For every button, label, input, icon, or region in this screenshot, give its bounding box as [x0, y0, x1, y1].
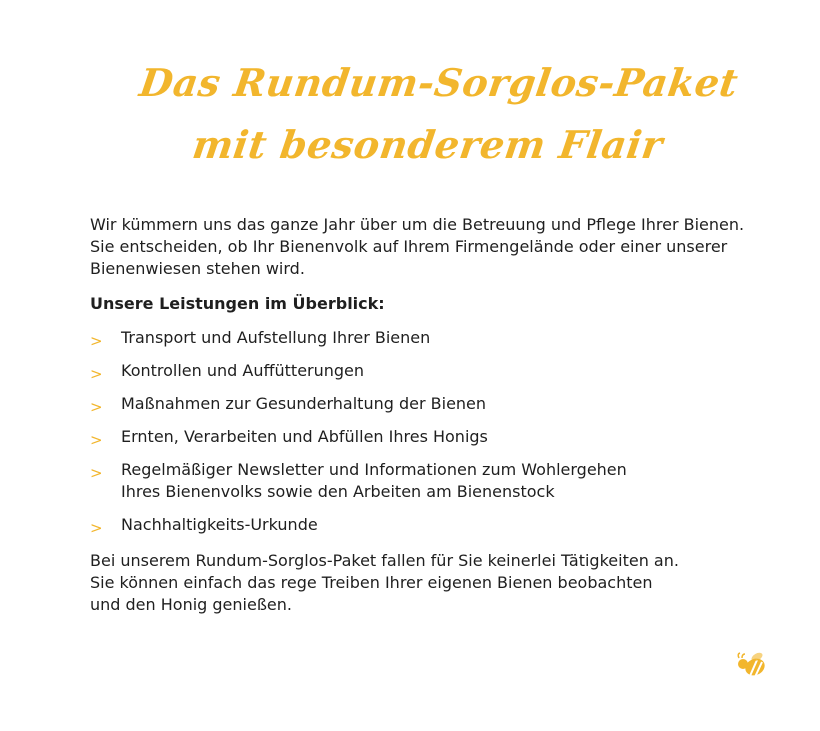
- list-item: [90, 393, 780, 415]
- chevron-right-icon: >: [90, 365, 103, 383]
- intro-paragraph: [90, 214, 780, 280]
- bee-icon: [735, 652, 767, 680]
- list-item: [90, 426, 780, 448]
- intro-line: Sie entscheiden, ob Ihr Bienenvolk auf Ihrem Firmengelände oder einer unserer: [90, 237, 728, 256]
- closing-paragraph: [90, 550, 780, 616]
- list-item-text: Nachhaltigkeits-Urkunde: [121, 515, 318, 534]
- chevron-right-icon: >: [90, 332, 103, 350]
- list-item: [90, 514, 780, 536]
- list-item-text: Regelmäßiger Newsletter und Informationen zum Wohlergehen: [121, 460, 627, 479]
- closing-line: Bei unserem Rundum-Sorglos-Paket fallen für Sie keinerlei Tätigkeiten an.: [90, 551, 679, 570]
- headline-line-2: mit besonderem Flair: [189, 122, 666, 167]
- list-item-text: Ernten, Verarbeiten und Abfüllen Ihres Honigs: [121, 427, 488, 446]
- main-content: [90, 214, 780, 616]
- chevron-right-icon: >: [90, 519, 103, 537]
- chevron-right-icon: >: [90, 398, 103, 416]
- services-list: [90, 327, 780, 536]
- list-item-text: Kontrollen und Auffütterungen: [121, 361, 365, 380]
- chevron-right-icon: >: [90, 464, 103, 482]
- services-heading: Unsere Leistungen im Überblick:: [90, 294, 385, 313]
- list-item-text: Transport und Aufstellung Ihrer Bienen: [121, 328, 431, 347]
- chevron-right-icon: >: [90, 431, 103, 449]
- intro-line: Wir kümmern uns das ganze Jahr über um die Betreuung und Pflege Ihrer Bienen.: [90, 215, 745, 234]
- list-item-text: Ihres Bienenvolks sowie den Arbeiten am Bienenstock: [121, 482, 555, 501]
- list-item: [90, 327, 780, 349]
- closing-line: und den Honig genießen.: [90, 595, 292, 614]
- headline-line-1: Das Rundum-Sorglos-Paket: [136, 60, 742, 105]
- list-item: [90, 360, 780, 382]
- closing-line: Sie können einfach das rege Treiben Ihrer eigenen Bienen beobachten: [90, 573, 653, 592]
- list-item: [90, 459, 780, 503]
- intro-line: Bienenwiesen stehen wird.: [90, 259, 305, 278]
- list-item-text: Maßnahmen zur Gesunderhaltung der Bienen: [121, 394, 487, 413]
